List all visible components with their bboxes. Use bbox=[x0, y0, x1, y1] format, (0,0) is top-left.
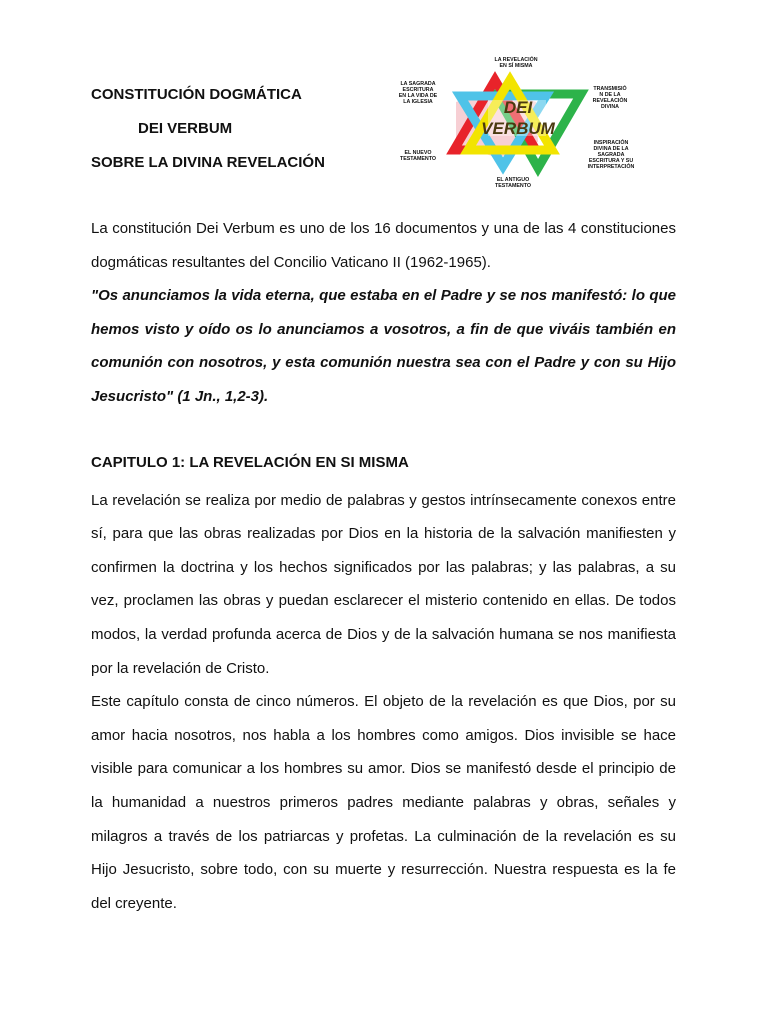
emblem-center-text-2: VERBUM bbox=[481, 119, 555, 138]
label-top-2: EN SÍ MISMA bbox=[499, 63, 533, 69]
label-bottom-2: TESTAMENTO bbox=[495, 183, 531, 189]
label-top-right-1: TRANSMISIÓ bbox=[593, 86, 627, 92]
label-bottom-right-3: SAGRADA bbox=[597, 152, 625, 158]
emblem-label-bottom-right bbox=[588, 138, 635, 170]
label-bottom-1: EL ANTIGUO bbox=[496, 177, 530, 183]
label-bottom-left-2: TESTAMENTO bbox=[400, 156, 436, 162]
label-bottom-right-2: DIVINA DE LA bbox=[593, 146, 629, 152]
emblem-label-bottom bbox=[495, 177, 531, 189]
emblem-label-top-right bbox=[593, 84, 628, 110]
label-top-left-1: LA SAGRADA bbox=[400, 81, 436, 87]
emblem-center-text-1: DEI bbox=[503, 98, 533, 117]
label-top-1: LA REVELACIÓN bbox=[494, 57, 538, 63]
label-bottom-right-1: INSPIRACIÓN bbox=[593, 140, 629, 146]
label-bottom-right-5: INTERPRETACIÓN bbox=[587, 164, 635, 170]
title-line-2: DEI VERBUM bbox=[138, 120, 233, 137]
scripture-quote: "Os anunciamos la vida eterna, que estaba en el Padre y se nos manifestó: lo que hemos visto y oído os lo anunciamos a vosotros, a fin de que viváis también en comunión con nosotros, y esta comunión nuestra sea con el Padre y con su Hijo Jesucristo" (1 Jn., 1,2-3). bbox=[91, 287, 676, 405]
intro-paragraph: La constitución Dei Verbum es uno de los 16 documentos y una de las 4 constituciones dogmáticas resultantes del Concilio Vaticano II (1962-1965). bbox=[91, 220, 676, 271]
chapter-1-paragraph-1: La revelación se realiza por medio de palabras y gestos intrínsecamente conexos entre sí, para que las obras realizadas por Dios en la historia de la salvación manifiesten y confirmen la doctrina y los hechos significados por las palabras; y las palabras, a su vez, proclamen las obras y puedan esclarecer el misterio contenido en ellas. De todos modos, la verdad profunda acerca de Dios y de la salvación humana se nos manifiesta por la revelación de Cristo. bbox=[91, 491, 676, 677]
document-body bbox=[91, 212, 676, 920]
label-bottom-right-4: ESCRITURA Y SU bbox=[588, 158, 634, 164]
label-top-right-2: N DE LA bbox=[599, 92, 621, 98]
label-top-left-3: EN LA VIDA DE bbox=[398, 93, 438, 99]
label-top-right-3: REVELACIÓN bbox=[592, 98, 628, 104]
label-top-right-4: DIVINA bbox=[601, 104, 619, 110]
chapter-1-heading: CAPITULO 1: LA REVELACIÓN EN SI MISMA bbox=[91, 453, 409, 471]
label-top-left-2: ESCRITURA bbox=[402, 87, 434, 93]
title-line-3: SOBRE LA DIVINA REVELACIÓN bbox=[91, 154, 325, 171]
label-bottom-left-1: EL NUEVO bbox=[404, 150, 432, 156]
emblem-label-bottom-left bbox=[400, 150, 436, 162]
title-line-1: CONSTITUCIÓN DOGMÁTICA bbox=[91, 86, 302, 103]
chapter-1-paragraph-2: Este capítulo consta de cinco números. El objeto de la revelación es que Dios, por su amor hacia nosotros, nos habla a los hombres como amigos. Dios invisible se hace visible para comunicar a los hombres su amor. Dios se manifestó desde el principio de la humanidad a nuestros primeros padres mediante palabras y obras, señales y milagros a través de los patriarcas y profetas. La culminación de la revelación es su Hijo Jesucristo, sobre todo, con su muerte y resurrección. Nuestra respuesta es la fe del creyente. bbox=[91, 693, 676, 912]
emblem-label-top-left bbox=[399, 81, 438, 105]
emblem-label-top bbox=[494, 55, 537, 69]
label-top-left-4: LA IGLESIA bbox=[403, 99, 433, 105]
star-emblem-graphic bbox=[388, 50, 642, 194]
dei-verbum-star-emblem bbox=[388, 50, 642, 194]
